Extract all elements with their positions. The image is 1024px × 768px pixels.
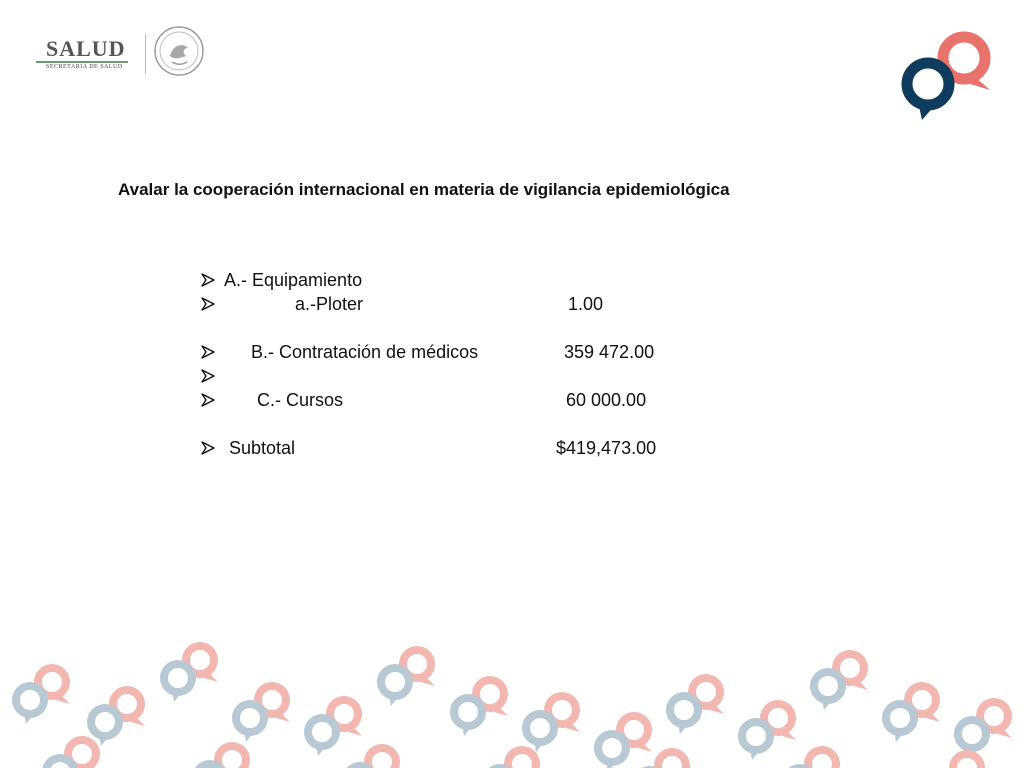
list-item <box>200 270 760 294</box>
salud-logo-word: SALUD <box>46 36 126 61</box>
list-item <box>200 342 760 366</box>
arrow-bullet-icon <box>200 344 216 360</box>
brand-rings-icon <box>892 24 1002 124</box>
logo-divider <box>145 34 146 74</box>
arrow-bullet-icon <box>200 440 216 456</box>
list-item <box>200 438 760 462</box>
arrow-bullet-icon <box>200 272 216 288</box>
item-value: 359 472.00 <box>564 342 655 362</box>
arrow-bullet-icon <box>200 392 216 408</box>
salud-logo <box>36 36 136 76</box>
list-item <box>200 390 760 414</box>
item-label: a.-Ploter <box>295 294 364 314</box>
item-label: A.- Equipamiento <box>224 270 363 290</box>
item-label: B.- Contratación de médicos <box>251 342 479 362</box>
item-value: $419,473.00 <box>556 438 657 458</box>
list-item <box>200 294 760 318</box>
arrow-bullet-icon <box>200 296 216 312</box>
salud-logo-subtitle: SECRETARÍA DE SALUD <box>46 64 123 70</box>
item-value: 1.00 <box>568 294 604 314</box>
mexico-seal-icon <box>152 24 206 78</box>
list-item <box>200 366 760 390</box>
item-value: 60 000.00 <box>566 390 647 410</box>
slide-title: Avalar la cooperación internacional en materia de vigilancia epidemiológica <box>118 180 730 199</box>
salud-logo-rule <box>36 61 128 63</box>
item-label: Subtotal <box>229 438 296 458</box>
item-label: C.- Cursos <box>257 390 344 410</box>
footer-rings-pattern <box>0 628 1024 768</box>
arrow-bullet-icon <box>200 368 216 384</box>
